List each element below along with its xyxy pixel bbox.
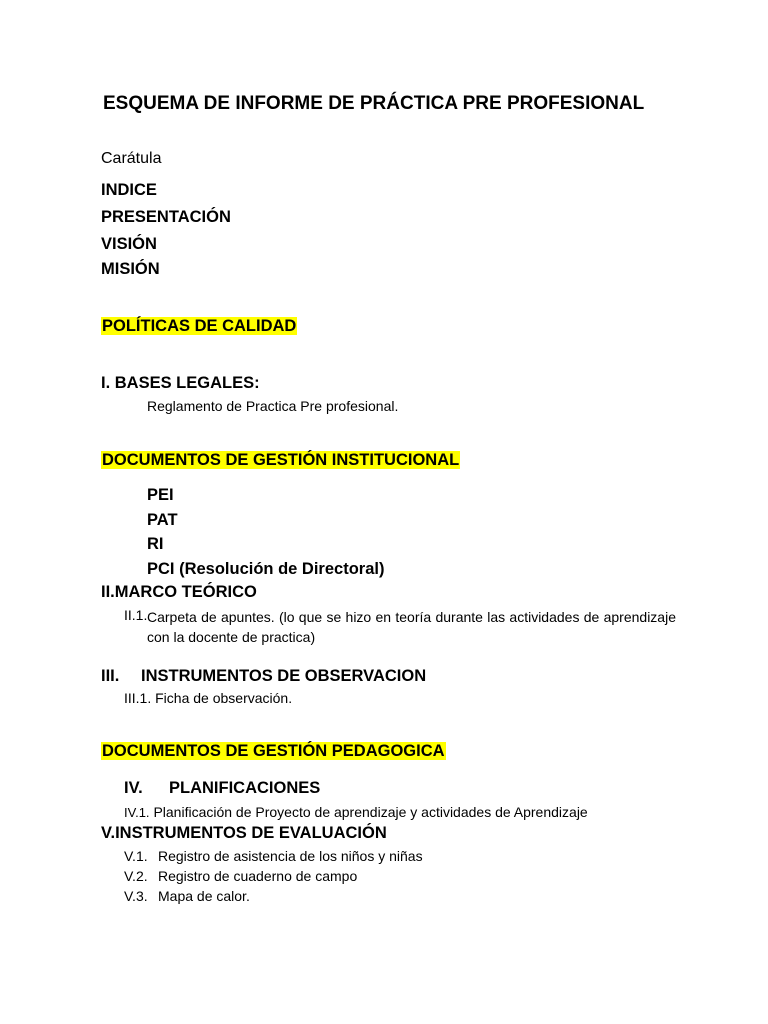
section-title: INSTRUMENTOS DE EVALUACIÓN (115, 824, 387, 842)
instrumentos-observacion-heading (101, 667, 426, 686)
section-number: III. (101, 667, 120, 685)
item-number: V.1. (124, 848, 148, 864)
politicas-heading: POLÍTICAS DE CALIDAD (102, 317, 297, 335)
observacion-item (124, 690, 292, 706)
evaluacion-item (124, 848, 423, 864)
item-number: IV.1. (124, 805, 150, 820)
bases-legales-item: Reglamento de Practica Pre profesional. (147, 398, 399, 414)
item-text: Mapa de calor. (158, 888, 250, 904)
inst-item-pat: PAT (147, 511, 178, 529)
front-item-indice: INDICE (101, 181, 157, 199)
item-number: V.3. (124, 888, 148, 904)
section-number: II. (101, 583, 115, 601)
evaluacion-heading (101, 824, 387, 843)
front-item-mision: MISIÓN (101, 260, 160, 278)
inst-item-pci: PCI (Resolución de Directoral) (147, 560, 385, 578)
item-number: III.1. (124, 690, 152, 706)
section-number: IV. (124, 779, 143, 797)
planificaciones-item (124, 804, 588, 821)
doc-pedagogica-heading: DOCUMENTOS DE GESTIÓN PEDAGOGICA (102, 742, 445, 760)
section-title: INSTRUMENTOS DE OBSERVACION (141, 667, 427, 685)
doc-institucional-heading: DOCUMENTOS DE GESTIÓN INSTITUCIONAL (102, 451, 460, 469)
section-number: V. (101, 824, 116, 842)
marco-item-text: Carpeta de apuntes. (lo que se hizo en teoría durante las actividades de aprendizaje con la docente de practica) (147, 609, 676, 645)
front-item-presentacion: PRESENTACIÓN (101, 208, 231, 226)
planificaciones-heading (124, 779, 320, 798)
item-number: V.2. (124, 868, 148, 884)
caratula-label: Carátula (101, 150, 162, 167)
inst-item-ri: RI (147, 535, 164, 553)
item-text: Registro de asistencia de los niños y niñas (158, 848, 423, 864)
bases-legales-heading: I. BASES LEGALES: (101, 374, 260, 392)
document-title: ESQUEMA DE INFORME DE PRÁCTICA PRE PROFESIONAL (103, 93, 645, 114)
front-item-vision: VISIÓN (101, 235, 157, 253)
section-title: PLANIFICACIONES (169, 779, 321, 797)
item-text: Ficha de observación. (155, 690, 293, 706)
evaluacion-item (124, 868, 357, 884)
marco-item-number: II.1. (124, 607, 148, 623)
evaluacion-item (124, 888, 250, 904)
item-text: Planificación de Proyecto de aprendizaje y actividades de Aprendizaje (153, 804, 588, 820)
inst-item-pei: PEI (147, 486, 174, 504)
item-text: Registro de cuaderno de campo (158, 868, 358, 884)
marco-teorico-heading (101, 583, 257, 602)
section-title: MARCO TEÓRICO (114, 583, 257, 601)
